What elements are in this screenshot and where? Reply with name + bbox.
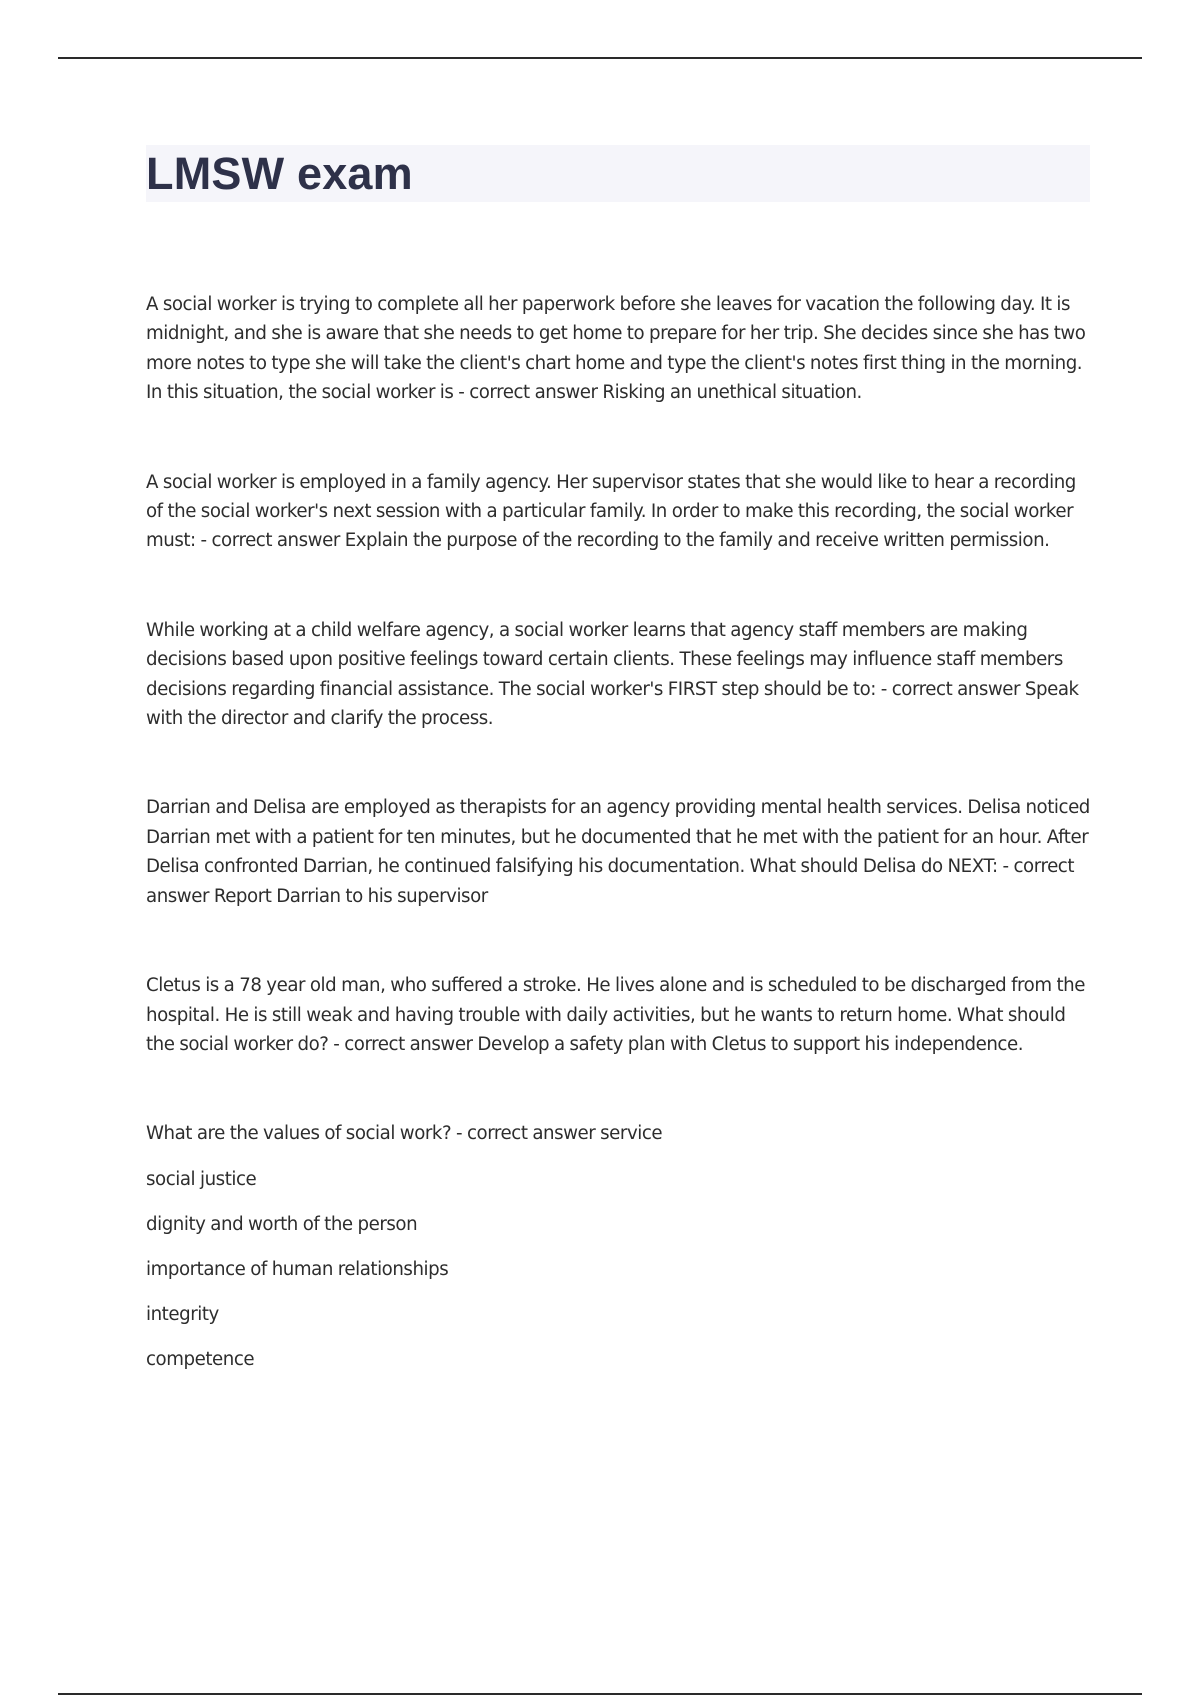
top-rule xyxy=(58,57,1142,59)
value-item: competence xyxy=(146,1348,255,1370)
question-paragraph: While working at a child welfare agency, a social worker learns that agency staff members are making decisions based upon positive feelings toward certain clients. These feelings may influence staff members decisions regarding financial assistance. The social worker's FIRST step should be to: - correct answer Speak with the director and clarify the process. xyxy=(146,619,1079,730)
value-item: integrity xyxy=(146,1303,219,1325)
question-paragraph: Darrian and Delisa are employed as therapists for an agency providing mental health services. Delisa noticed Darrian met with a patient for ten minutes, but he documented that he met with the patient for an hour. After Delisa confronted Darrian, he continued falsifying his documentation. What should Delisa do NEXT: - correct answer Report Darrian to his supervisor xyxy=(146,797,1090,907)
bottom-rule xyxy=(58,1693,1142,1695)
value-item: social justice xyxy=(146,1168,257,1190)
question-paragraph: A social worker is trying to complete all her paperwork before she leaves for vacation the following day. It is midnight, and she is aware that she needs to get home to prepare for her trip. She decides since she has two more notes to type she will take the client's chart home and type the client's notes first thing in the morning. In this situation, the social worker is - correct answer Risking an unethical situation. xyxy=(146,294,1086,404)
values-list xyxy=(146,1165,1096,1374)
values-question: What are the values of social work? - correct answer service xyxy=(146,1123,663,1145)
question-paragraph: A social worker is employed in a family agency. Her supervisor states that she would like to hear a recording of the social worker's next session with a particular family. In order to make this recording, the social worker must: - correct answer Explain the purpose of the recording to the family and receive written permission. xyxy=(146,471,1076,552)
page-title: LMSW exam xyxy=(146,148,413,199)
title-band xyxy=(146,145,1090,202)
value-item: dignity and worth of the person xyxy=(146,1213,418,1235)
document-body xyxy=(146,290,1096,1374)
question-paragraph: Cletus is a 78 year old man, who suffered a stroke. He lives alone and is scheduled to be discharged from the hospital. He is still weak and having trouble with daily activities, but he wants to return home. What should the social worker do? - correct answer Develop a safety plan with Cletus to support his independence. xyxy=(146,975,1085,1055)
value-item: importance of human relationships xyxy=(146,1258,449,1280)
